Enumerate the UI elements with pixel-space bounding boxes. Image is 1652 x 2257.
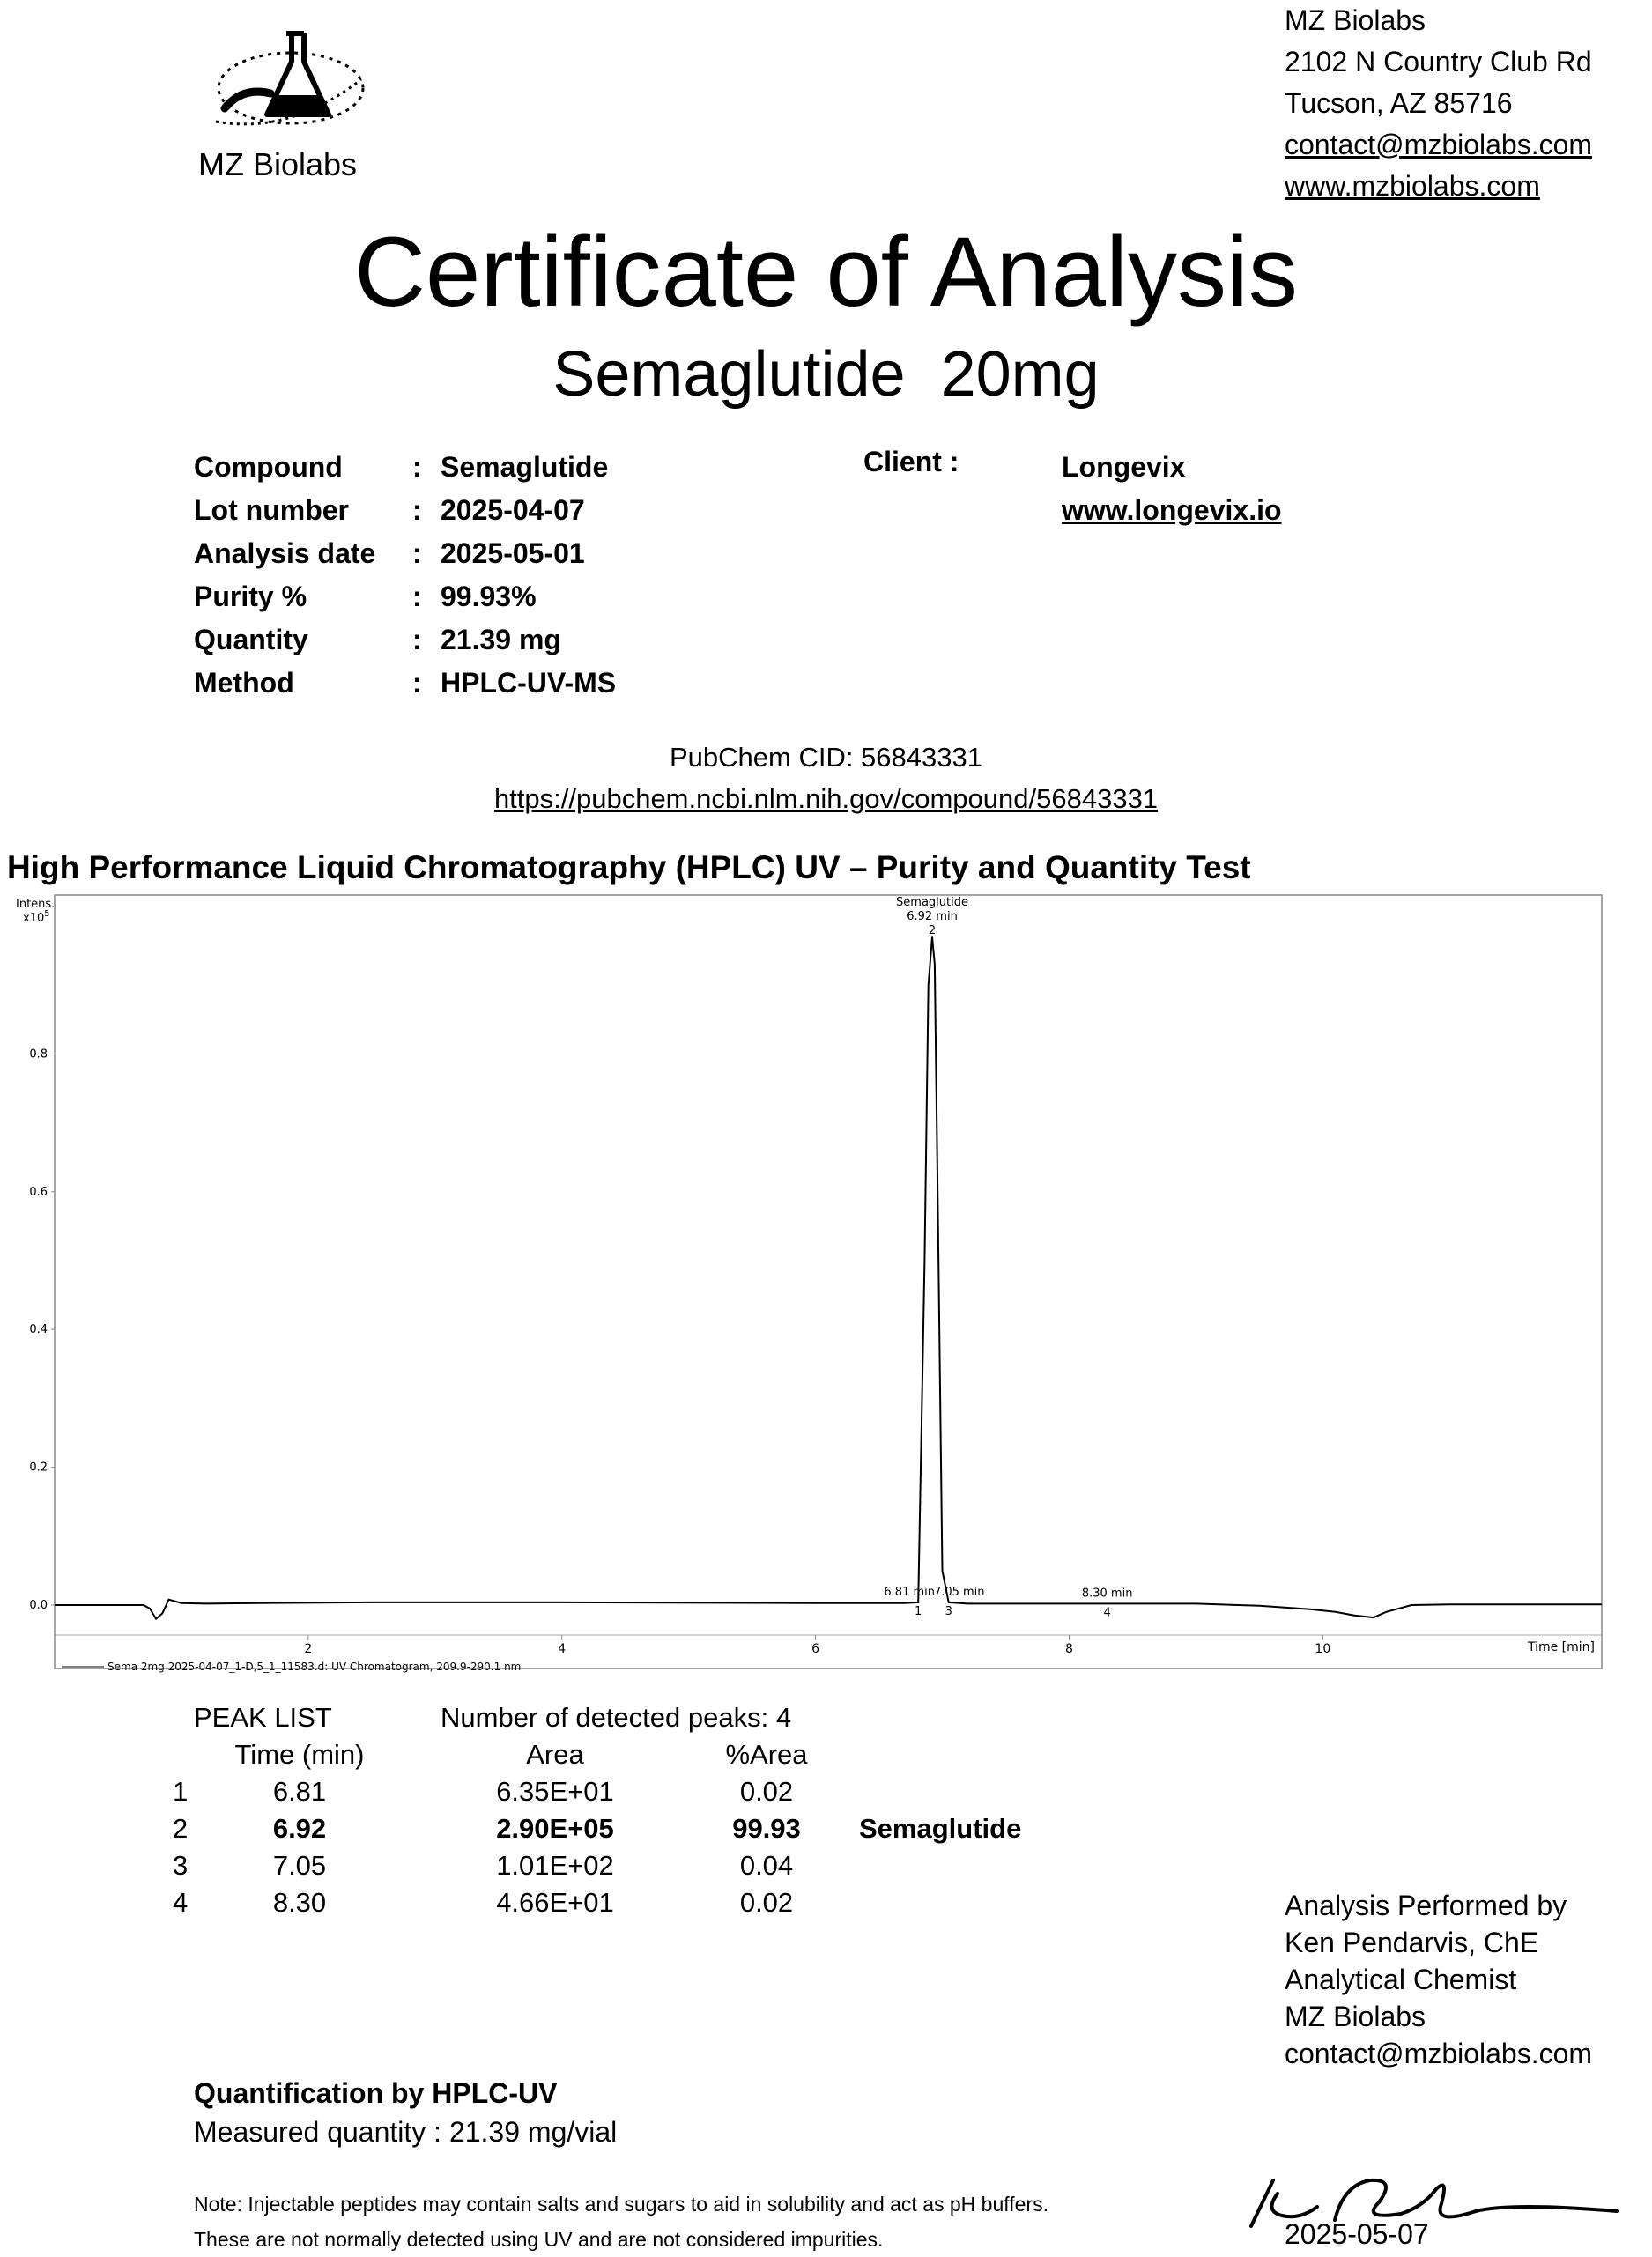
info-label: Analysis date: [194, 537, 376, 569]
y-tick-label: 0.8: [29, 1047, 48, 1062]
peak-cell-time: 7.05: [272, 1850, 327, 1881]
peak-number-label: 1: [915, 1604, 922, 1618]
address-line: 2102 N Country Club Rd: [1285, 46, 1592, 78]
peak-cell-area: 4.66E+01: [496, 1887, 614, 1918]
peak-number-label: 4: [1103, 1606, 1111, 1620]
peak-time-label: 7.05 min: [933, 1585, 985, 1599]
flask-logo-icon: [207, 25, 383, 139]
company-logo: [189, 25, 383, 183]
y-axis-unit: $x10^5$: [23, 909, 50, 925]
y-tick-label: 0.4: [29, 1323, 48, 1337]
page-title: Certificate of Analysis: [354, 217, 1298, 327]
peak-list-title: PEAK LIST: [194, 1702, 332, 1733]
signer-line: Analysis Performed by: [1285, 1890, 1567, 1921]
x-tick-label: 4: [558, 1642, 567, 1656]
col-header-area: Area: [526, 1739, 584, 1770]
peak-cell-time: 6.81: [272, 1776, 327, 1807]
pubchem-info: [0, 736, 1652, 819]
peak-cell-pct: 99.93: [732, 1813, 801, 1844]
peak-cell-area: 2.90E+05: [496, 1813, 614, 1844]
info-label: Quantity: [194, 624, 308, 655]
x-tick-label: 10: [1315, 1642, 1331, 1656]
peak-number-label: 3: [945, 1604, 952, 1618]
x-tick-label: 2: [304, 1642, 313, 1656]
peak-cell-n: 1: [173, 1776, 189, 1807]
signer-block: [1285, 1887, 1592, 2072]
quant-text: Measured quantity : 21.39 mg/vial: [194, 2116, 618, 2148]
client-label: Client :: [863, 446, 959, 477]
info-colon: :: [412, 581, 422, 612]
y-tick-label: 0.2: [29, 1461, 48, 1475]
lab-address: [1285, 0, 1592, 207]
col-header-time: Time (min): [234, 1739, 365, 1770]
logo-text: MZ Biolabs: [198, 146, 358, 182]
info-values: [441, 446, 616, 705]
peak-cell-n: 3: [173, 1850, 189, 1881]
quantification: [194, 2074, 617, 2151]
peak-time-label: 8.30 min: [1081, 1587, 1133, 1601]
peak-cell-n: 2: [173, 1813, 189, 1844]
hplc-chromatogram: [0, 890, 1652, 1683]
peak-count: Number of detected peaks: 4: [441, 1702, 792, 1733]
info-value: Semaglutide: [441, 451, 609, 483]
pubchem-link[interactable]: https://pubchem.ncbi.nlm.nih.gov/compound/56843331: [493, 783, 1159, 814]
info-label: Purity %: [194, 581, 307, 612]
plot-frame: [55, 895, 1602, 1669]
address-line: Tucson, AZ 85716: [1285, 87, 1513, 119]
peak-cell-time: 8.30: [272, 1887, 327, 1918]
peak-time-label: 6.81 min: [884, 1585, 935, 1599]
lab-email-link[interactable]: contact@mzbiolabs.com: [1285, 129, 1593, 160]
peak-cell-area: 6.35E+01: [496, 1776, 614, 1807]
hplc-section-title: High Performance Liquid Chromatography (HPLC) UV – Purity and Quantity Test: [7, 849, 1251, 885]
y-axis-label: Intens.: [16, 898, 56, 911]
info-colon: :: [412, 537, 422, 569]
note: [194, 2187, 1048, 2257]
client-info: [1062, 446, 1282, 532]
info-label: Compound: [194, 451, 343, 483]
info-colon: :: [412, 494, 422, 526]
address-line: MZ Biolabs: [1285, 4, 1426, 36]
client-website-link[interactable]: www.longevix.io: [1062, 494, 1282, 526]
signer-line: contact@mzbiolabs.com: [1285, 2038, 1593, 2069]
peak-cell-pct: 0.02: [739, 1887, 794, 1918]
signer-line: Ken Pendarvis, ChE: [1285, 1927, 1539, 1958]
chromatogram-trace: [55, 937, 1602, 1619]
info-value: 99.93%: [441, 581, 537, 612]
info-value: 21.39 mg: [441, 624, 561, 655]
info-label: Lot number: [194, 494, 349, 526]
info-colon: :: [412, 451, 422, 483]
quant-title: Quantification by HPLC-UV: [194, 2077, 558, 2109]
pubchem-cid: PubChem CID: 56843331: [669, 742, 982, 773]
info-value: HPLC-UV-MS: [441, 667, 617, 699]
x-axis-label: Time [min]: [1527, 1640, 1595, 1654]
peak-cell-pct: 0.04: [739, 1850, 794, 1881]
info-colon: :: [412, 624, 422, 655]
peak-cell-name: Semaglutide: [859, 1813, 1022, 1844]
x-tick-label: 6: [811, 1642, 820, 1656]
peak-cell-area: 1.01E+02: [496, 1850, 614, 1881]
peak-cell-time: 6.92: [272, 1813, 327, 1844]
peak-number-label: 2: [928, 924, 937, 937]
sign-date: 2025-05-07: [1285, 2218, 1429, 2250]
col-header-pct: %Area: [725, 1739, 808, 1770]
signer-line: Analytical Chemist: [1285, 1964, 1517, 1995]
info-label: Method: [194, 667, 294, 699]
peak-cell-n: 4: [173, 1887, 189, 1918]
peak-cell-pct: 0.02: [739, 1776, 794, 1807]
page-subtitle: Semaglutide 20mg: [552, 339, 1100, 410]
info-colon: :: [412, 667, 422, 699]
x-tick-label: 8: [1065, 1642, 1073, 1656]
info-colons: [412, 446, 422, 705]
note-line: These are not normally detected using UV and are not considered impurities.: [194, 2228, 884, 2251]
peak-time-label: 6.92 min: [907, 910, 958, 923]
lab-website-link[interactable]: www.mzbiolabs.com: [1285, 170, 1540, 202]
info-value: 2025-05-01: [441, 537, 585, 569]
signer-line: MZ Biolabs: [1285, 2001, 1426, 2032]
peak-name-label: Semaglutide: [896, 896, 969, 909]
y-tick-label: 0.0: [29, 1599, 48, 1612]
note-line: Note: Injectable peptides may contain salts and sugars to aid in solubility and act as pH buffers.: [194, 2193, 1048, 2216]
info-value: 2025-04-07: [441, 494, 585, 526]
info-labels: [194, 446, 375, 705]
trace-legend: Sema 2mg 2025-04-07_1-D,5_1_11583.d: UV Chromatogram, 209.9-290.1 nm: [107, 1661, 522, 1673]
y-tick-label: 0.6: [29, 1185, 48, 1199]
client-name: Longevix: [1062, 451, 1186, 483]
